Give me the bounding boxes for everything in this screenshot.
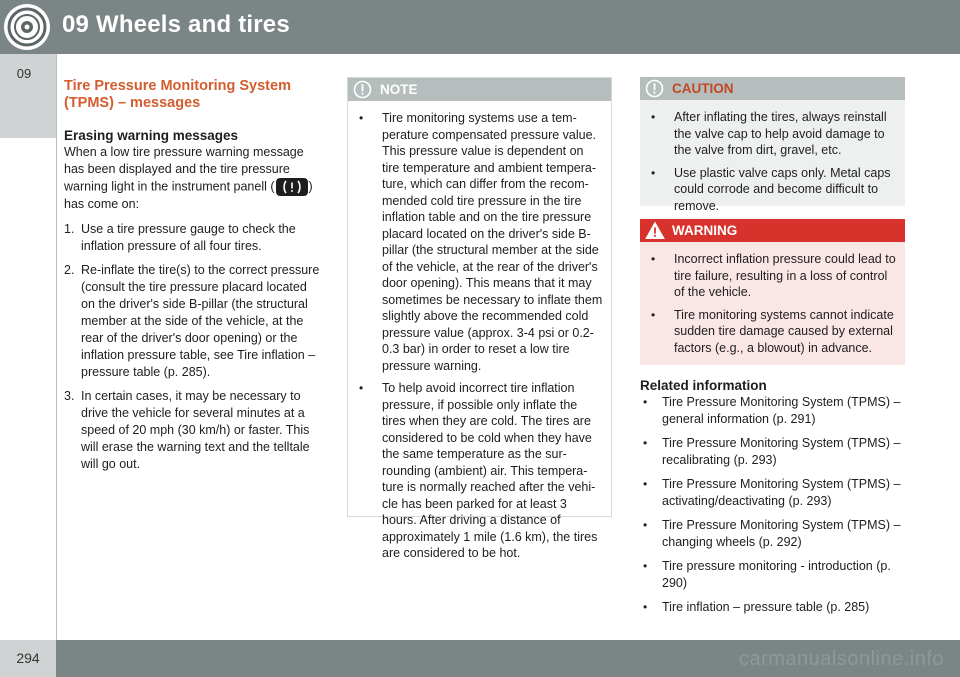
page-number: 294 (16, 650, 40, 666)
bullet: • (643, 395, 648, 409)
caution-item (640, 165, 897, 215)
related-link-text[interactable]: Tire Pressure Monitoring System (TPMS) – activating/deactivating (p. 293) (662, 477, 901, 508)
tire-pressure-warning-icon (276, 178, 308, 196)
bullet: • (651, 307, 656, 322)
bullet: • (643, 477, 648, 491)
bullet: • (643, 518, 648, 532)
side-divider (56, 54, 57, 640)
step-item (64, 262, 322, 381)
related-link-text[interactable]: Tire Pressure Monitoring System (TPMS) – changing wheels (p. 292) (662, 518, 901, 549)
chapter-side-tab (0, 54, 56, 138)
related-link-text[interactable]: Tire pressure monitoring - introduction (p. 290) (662, 559, 891, 590)
bullet: • (651, 110, 656, 124)
section-title-line2: (TPMS) – messages (64, 95, 201, 111)
warning-item (640, 307, 897, 357)
warning-header (640, 219, 905, 242)
note-item (348, 110, 603, 374)
caution-text: After inflating the tires, always reinstall the valve cap to help avoid damage to the valve from dirt, gravel, etc. (674, 110, 887, 157)
step-text: In certain cases, it may be necessary to drive the vehicle for several minutes at a speed of 20 mph (30 km/h) or faster. This will erase the warning text and the telltale will go out. (81, 389, 310, 471)
step-text: Use a tire pressure gauge to check the inflation pressure of all four tires. (81, 222, 296, 253)
tire-icon (4, 4, 50, 50)
warning-item (640, 251, 897, 301)
step-item (64, 221, 322, 255)
note-list (348, 110, 603, 562)
related-link-text[interactable]: Tire Pressure Monitoring System (TPMS) – general information (p. 291) (662, 395, 901, 426)
steps-list (64, 221, 322, 473)
related-heading: Related information (640, 378, 767, 393)
note-text: Tire monitoring systems use a temperature compensated pressure value. This pressure value is dependent on tire temperature and ambient temperature, which can differ from the recommended cold tire pressure in the tire inflation table and on the tire pressure placard located on the driver's side B-pillar (the structural member at the side of the vehicle, at the rear of the driver's door opening). This means that it may sometimes be necessary to inflate them slightly above the recommended cold pressure value (approx. 3-4 psi or 0.2-0.3 bar) in order to reset a low tire pressure warning. (382, 111, 603, 373)
bullet: • (643, 600, 648, 614)
caution-label: CAUTION (672, 81, 734, 96)
note-header (348, 78, 611, 101)
main-column (64, 78, 322, 480)
related-link[interactable] (640, 435, 905, 468)
step-number: 3. (64, 389, 75, 403)
intro-text-after: ) has come on: (64, 179, 313, 211)
related-link-text[interactable]: Tire inflation – pressure table (p. 285) (662, 600, 870, 614)
subheading: Erasing warning messages (64, 128, 239, 143)
step-text: Re-inflate the tire(s) to the correct pressure (consult the tire pressure placard located on the driver's side B-pillar (the structural member at the side of the vehicle, at the rear of the driver's door opening) or the inflation pressure table, see Tire inflation – pressure table (p. 285). (81, 263, 320, 379)
bullet: • (359, 381, 364, 395)
caution-icon (645, 79, 664, 101)
note-text: To help avoid incorrect tire inflation pressure, if possible only inflate the tires when they are cold. The tires are considered to be cold when they have the same temperature as the surrounding (ambient) air. This temperature is normally reached after the vehicle has been parked for at least 3 hours. After driving a distance of approximately 1 mile (1.6 km), the tires are considered to be hot. (382, 381, 598, 560)
related-link[interactable] (640, 476, 905, 509)
page-footer (0, 640, 960, 677)
note-item (348, 380, 603, 562)
note-box (347, 77, 612, 560)
chapter-title: 09 Wheels and tires (62, 11, 290, 38)
footer-tab (0, 640, 56, 677)
caution-list (640, 109, 897, 214)
warning-text: Incorrect inflation pressure could lead to tire failure, resulting in a loss of control of the vehicle. (674, 252, 896, 299)
warning-text: Tire monitoring systems cannot indicate sudden tire damage caused by external factors (e.g., a blowout) in advance. (674, 307, 894, 355)
warning-label: WARNING (672, 223, 738, 238)
related-link[interactable] (640, 558, 905, 591)
caution-header (640, 77, 905, 100)
bullet: • (651, 252, 656, 266)
bullet: • (643, 436, 648, 450)
intro-text-before: When a low tire pressure warning message has been displayed and the tire pressure warning light in the instrument panell ( (64, 145, 304, 194)
related-link[interactable] (640, 517, 905, 550)
note-label: NOTE (380, 82, 418, 97)
related-information (640, 378, 905, 624)
related-link[interactable] (640, 394, 905, 427)
caution-box (640, 77, 905, 213)
related-link[interactable] (640, 599, 905, 616)
step-number: 1. (64, 222, 75, 236)
warning-list (640, 251, 897, 356)
related-list (640, 394, 905, 616)
step-number: 2. (64, 263, 75, 277)
section-title (64, 78, 322, 112)
caution-item (640, 109, 897, 159)
info-icon (353, 80, 372, 102)
chapter-header (0, 0, 960, 54)
watermark: carmanualsonline.info (738, 648, 944, 670)
intro-paragraph (64, 144, 322, 213)
bullet: • (643, 559, 648, 573)
related-link-text[interactable]: Tire Pressure Monitoring System (TPMS) – recalibrating (p. 293) (662, 436, 901, 467)
bullet: • (359, 111, 364, 125)
chapter-number: 09 (16, 66, 32, 81)
warning-triangle-icon (645, 221, 665, 243)
caution-text: Use plastic valve caps only. Metal caps could corrode and become difficult to remove. (674, 165, 891, 213)
warning-box (640, 219, 905, 365)
step-item (64, 388, 322, 473)
bullet: • (651, 165, 656, 180)
section-title-line1: Tire Pressure Monitoring System (64, 78, 291, 94)
